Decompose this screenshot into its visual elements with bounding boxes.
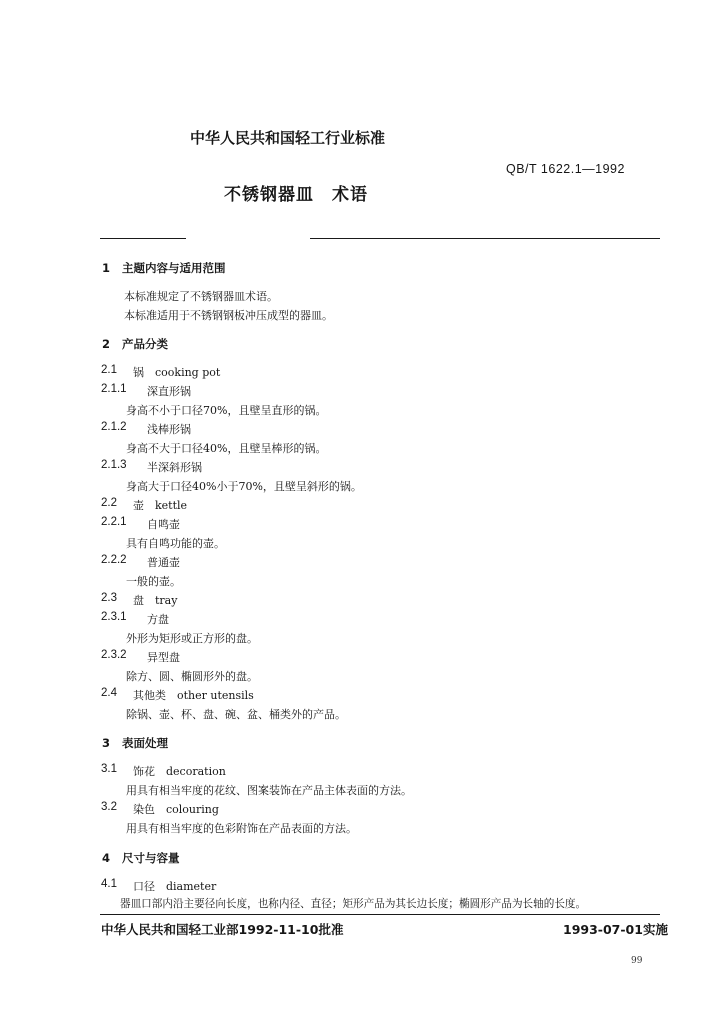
entry-definition: 用具有相当牢度的色彩附饰在产品表面的方法。 [126,822,357,835]
entry-definition: 除方、圆、椭圆形外的盘。 [126,670,258,683]
entry-term: 浅棒形锅 [147,423,191,436]
entry-number: 2.4 [101,687,117,699]
approval-note: 中华人民共和国轻工业部1992-11-10批准 [101,922,344,937]
document-title: 不锈钢器皿 术语 [224,185,368,205]
entry-number: 2.3 [101,592,117,604]
section-2-heading [102,336,168,352]
section-number: 4 [102,851,111,865]
entry-definition: 身高大于口径40%小于70%，且壁呈斜形的锅。 [126,480,362,493]
entry-definition: 外形为矩形或正方形的盘。 [126,632,258,645]
entry-number: 3.2 [101,801,117,813]
page-number: 99 [631,956,643,966]
section-number: 2 [102,337,111,351]
entry-number: 2.1.1 [101,383,127,395]
entry-term: 深直形锅 [147,385,191,398]
standard-code: QB/T 1622.1—1992 [506,162,625,176]
entry-term: 半深斜形锅 [147,461,202,474]
header-rule-left [100,238,186,239]
entry-term: 口径 diameter [133,880,217,893]
entry-number: 2.1 [101,364,117,376]
entry-definition: 具有自鸣功能的壶。 [126,537,225,550]
entry-term: 盘 tray [133,594,178,607]
entry-term: 饰花 decoration [133,765,226,778]
entry-number: 2.3.1 [101,611,127,623]
entry-definition: 除锅、壶、杯、盘、碗、盆、桶类外的产品。 [126,708,346,721]
scope-line: 本标准规定了不锈钢器皿术语。 [124,290,278,303]
section-title: 尺寸与容量 [122,851,180,865]
entry-definition: 用具有相当牢度的花纹、图案装饰在产品主体表面的方法。 [126,784,412,797]
entry-term: 染色 colouring [133,803,219,816]
header-rule-right [310,238,660,239]
section-title: 产品分类 [122,337,169,351]
entry-number: 4.1 [101,878,117,890]
section-4-heading [102,850,180,866]
section-number: 3 [102,736,111,750]
section-3-heading [102,735,168,751]
entry-definition: 身高不大于口径40%，且壁呈棒形的锅。 [126,442,327,455]
entry-number: 2.2.1 [101,516,127,528]
entry-term: 异型盘 [147,651,180,664]
section-1-heading [102,260,226,276]
entry-number: 2.2 [101,497,117,509]
section-title: 表面处理 [122,736,169,750]
entry-number: 3.1 [101,763,117,775]
entry-number: 2.3.2 [101,649,127,661]
entry-term: 自鸣壶 [147,518,180,531]
entry-definition: 一般的壶。 [126,575,181,588]
entry-definition: 身高不小于口径70%，且壁呈直形的锅。 [126,404,327,417]
entry-term: 壶 kettle [133,499,188,512]
issuing-body-header: 中华人民共和国轻工行业标准 [190,129,386,147]
entry-term: 锅 cooking pot [133,366,221,379]
entry-number: 2.2.2 [101,554,127,566]
entry-term: 方盘 [147,613,169,626]
entry-number: 2.1.2 [101,421,127,433]
entry-number: 2.1.3 [101,459,127,471]
entry-definition: 器皿口部内沿主要径向长度，也称内径、直径；矩形产品为其长边长度；椭圆形产品为长轴的长度。 [120,898,587,910]
section-number: 1 [102,261,111,275]
scope-line: 本标准适用于不锈钢钢板冲压成型的器皿。 [124,309,333,322]
section-title: 主题内容与适用范围 [122,261,226,275]
footer-rule [100,914,660,915]
entry-term: 普通壶 [147,556,180,569]
entry-term: 其他类 other utensils [133,689,254,702]
effective-date: 1993-07-01实施 [563,922,668,937]
